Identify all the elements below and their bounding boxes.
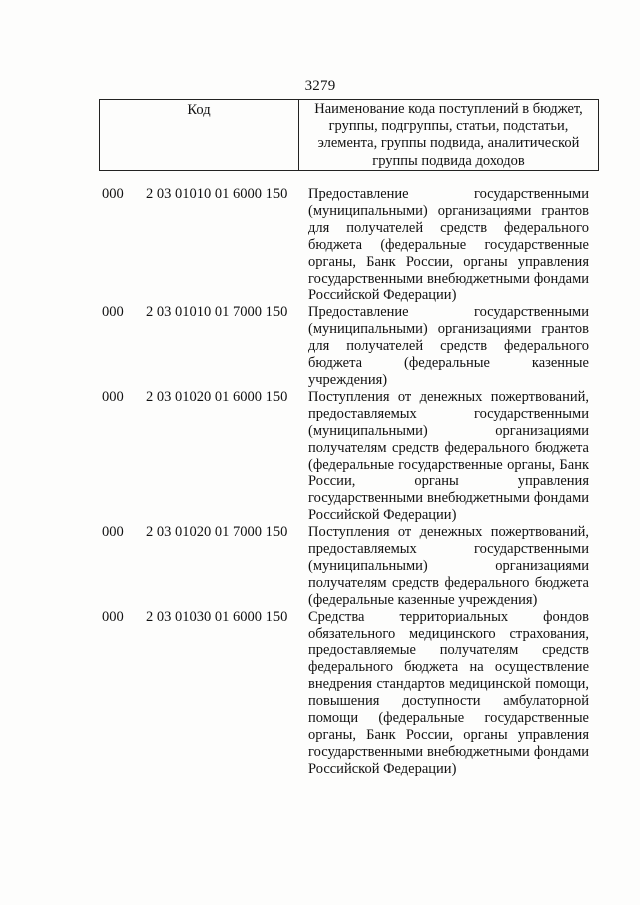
name-line: Российской Федерации) — [308, 287, 457, 304]
table-row — [102, 389, 592, 524]
admin-code-cell: 000 — [102, 388, 124, 405]
name-line: Российской Федерации) — [308, 760, 457, 777]
name-line: для получателей средств федерального — [308, 219, 589, 236]
name-line: Поступления от денежных пожертвований, — [308, 388, 589, 405]
name-line: (федеральные казенные учреждения) — [308, 591, 538, 608]
page-number: 3279 — [304, 78, 336, 94]
name-line: (муниципальными) организациями — [308, 557, 589, 574]
name-line: учреждения) — [308, 371, 388, 388]
name-line: бюджета (федеральные государственные — [308, 236, 589, 253]
name-line: Предоставление государственными — [308, 304, 589, 321]
name-line: внедрения стандартов медицинской помощи, — [308, 676, 589, 693]
name-line: федерального бюджета на осуществление — [308, 659, 589, 676]
table-header — [99, 99, 599, 171]
name-line: помощи (федеральные государственные — [308, 710, 589, 727]
name-line: государственными внебюджетными фондами — [308, 270, 589, 287]
income-name-cell — [308, 186, 589, 304]
header-name-cell: Наименование кода поступлений в бюджет, группы, подгруппы, статьи, подстатьи, элемента, группы подвида, аналитической группы подвида доходов — [314, 101, 583, 169]
name-line: Российской Федерации) — [308, 507, 457, 524]
name-line: государственными внебюджетными фондами — [308, 743, 589, 760]
table-row — [102, 304, 592, 389]
income-code-cell: 2 03 01010 01 6000 150 — [146, 186, 288, 202]
income-name-cell — [308, 389, 589, 524]
income-name-cell — [308, 304, 589, 389]
admin-code-cell: 000 — [102, 186, 124, 202]
name-line: предоставляемых государственными — [308, 405, 589, 422]
income-name-cell — [308, 524, 589, 609]
name-line: органы, Банк России, органы управления — [308, 253, 589, 270]
name-line: повышения доступности амбулаторной — [308, 693, 589, 710]
name-line: (муниципальными) организациями грантов — [308, 321, 589, 338]
table-row — [102, 186, 592, 304]
header-code-cell: Код — [100, 100, 299, 170]
income-code-cell: 2 03 01020 01 7000 150 — [146, 524, 288, 541]
admin-code-cell: 000 — [102, 304, 124, 321]
income-code-cell: 2 03 01030 01 6000 150 — [146, 608, 288, 625]
name-line: государственными внебюджетными фондами — [308, 490, 589, 507]
income-name-cell — [308, 609, 589, 778]
name-line: органы, Банк России, органы управления — [308, 727, 589, 743]
name-line: для получателей средств федерального — [308, 338, 589, 355]
admin-code-cell: 000 — [102, 608, 124, 625]
table-row — [102, 524, 592, 609]
name-line: предоставляемые получателям средств — [308, 642, 589, 659]
name-line: обязательного медицинского страхования, — [308, 625, 589, 642]
name-line: получателям средств федерального бюджета — [308, 439, 589, 456]
table-body — [102, 186, 592, 778]
name-line: бюджета (федеральные казенные — [308, 355, 589, 372]
name-line: (муниципальными) организациями — [308, 422, 589, 439]
name-line: (федеральные государственные органы, Банк — [308, 456, 589, 473]
admin-code-cell: 000 — [102, 524, 124, 541]
name-line: (муниципальными) организациями грантов — [308, 202, 589, 219]
name-line: Предоставление государственными — [308, 186, 589, 202]
name-line: Средства территориальных фондов — [308, 608, 589, 625]
name-line: предоставляемых государственными — [308, 541, 589, 558]
name-line: России, органы управления — [308, 473, 589, 490]
name-line: получателям средств федерального бюджета — [308, 574, 589, 591]
income-code-cell: 2 03 01010 01 7000 150 — [146, 304, 288, 321]
name-line: Поступления от денежных пожертвований, — [308, 524, 589, 541]
table-row — [102, 609, 592, 778]
income-code-cell: 2 03 01020 01 6000 150 — [146, 388, 288, 405]
